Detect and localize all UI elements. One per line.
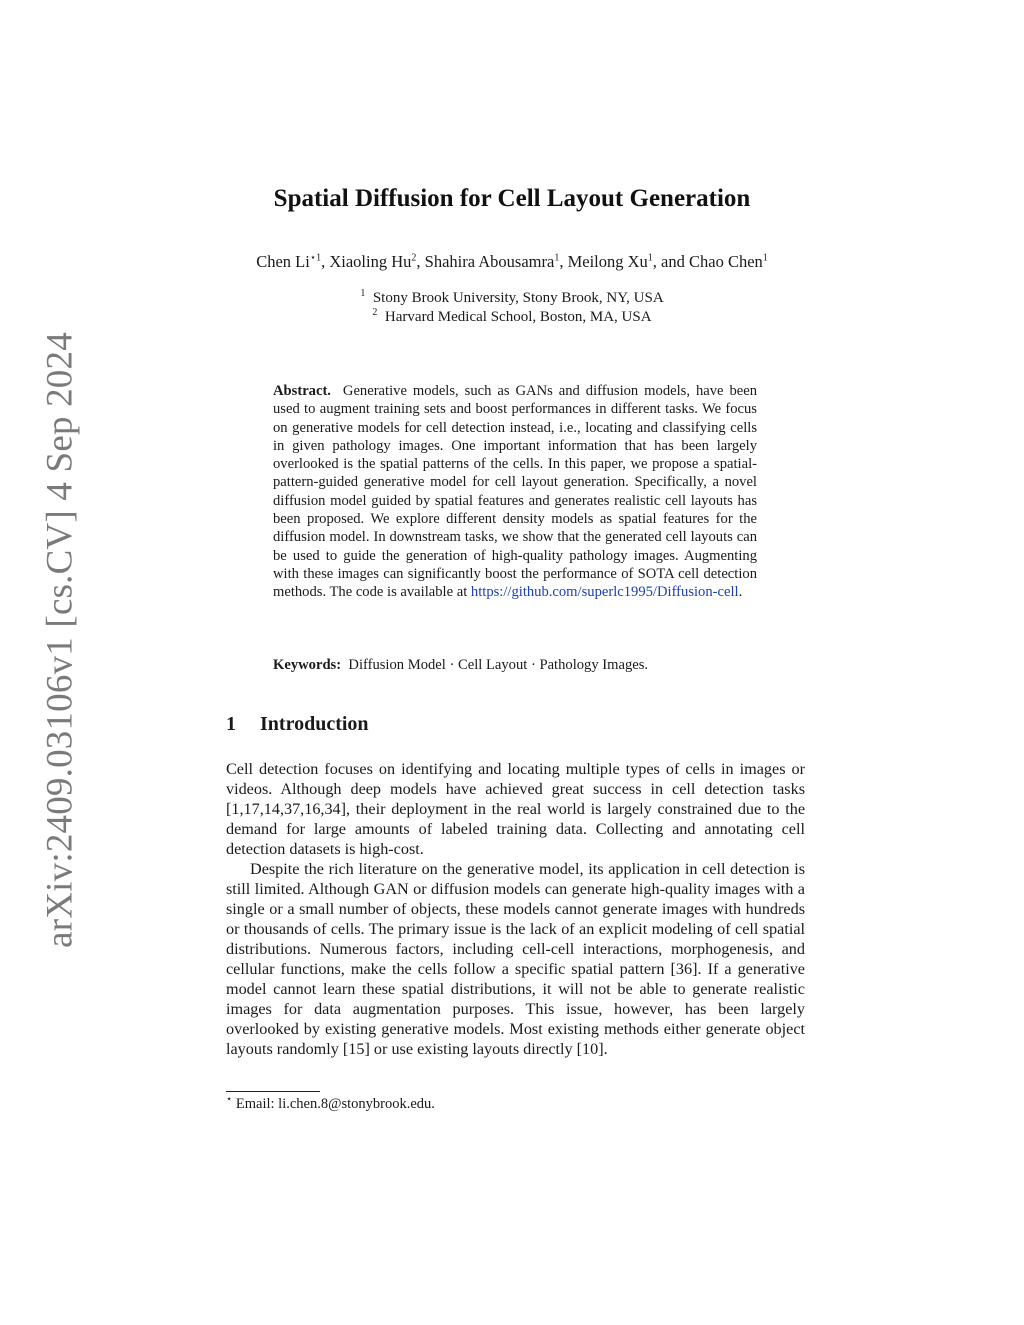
author-name: Meilong Xu xyxy=(567,252,648,271)
paragraph: Cell detection focuses on identifying and locating multiple types of cells in images or videos. Although deep models have achieved great success in cell detection tasks [1,17,14,37,16,34], their deployment in the real world is largely constrained due to the demand for large amounts of labeled training data. Collecting and annotating cell detection datasets is high-cost. xyxy=(226,760,805,858)
author-affiliation-mark: ⋆1 xyxy=(309,252,322,264)
abstract-label: Abstract. xyxy=(273,383,331,399)
author-name: Chen Li xyxy=(256,252,310,271)
introduction-body xyxy=(226,759,805,1059)
affiliation-mark: 2 xyxy=(372,307,378,318)
author-name: Xiaoling Hu xyxy=(329,252,412,271)
footnote-mark: ⋆ xyxy=(226,1094,233,1106)
section-title: Introduction xyxy=(260,713,369,735)
author-affiliation-mark: 1 xyxy=(762,252,768,264)
footnote-text: Email: li.chen.8@stonybrook.edu. xyxy=(235,1096,435,1112)
author-affiliation-mark: 1 xyxy=(647,252,653,264)
affiliation-text: Stony Brook University, Stony Brook, NY, USA xyxy=(372,290,664,306)
code-link[interactable]: https://github.com/superlc1995/Diffusion-cell xyxy=(470,584,739,601)
footnote xyxy=(226,1096,435,1113)
author-list: Chen $Li^{⋆1}$, Xiaoling Hu$^2$, Shahira Abousamra$^1$, Meilong Xu$^1$, and Chao Chen$^1$ xyxy=(256,252,768,271)
author-affiliation-mark: 1 xyxy=(554,252,560,264)
paragraph: Despite the rich literature on the generative model, its application in cell detection is still limited. Although GAN or diffusion models can generate high-quality images with a single or a small number of objects, these models cannot generate images with hundreds or thousands of cells. The primary issue is the lack of an explicit modeling of cell spatial distributions. Numerous factors, including cell-cell interactions, morphogenesis, and cellular functions, make the cells follow a specific spatial pattern [36]. If a generative model cannot learn these spatial distributions, it will not be able to generate realistic images for data augmentation purposes. This issue, however, has been largely overlooked by existing generative models. Most existing methods either generate object layouts randomly [15] or use existing layouts directly [10]. xyxy=(226,860,805,1058)
section-number: 1 xyxy=(226,713,236,735)
keywords-text: Diffusion Model · Cell Layout · Pathology Images. xyxy=(348,657,649,673)
affiliation-text: Harvard Medical School, Boston, MA, USA xyxy=(384,309,652,325)
author-affiliation-mark: 2 xyxy=(411,252,417,264)
affiliation-line xyxy=(0,289,1024,308)
author-name: Chao Chen xyxy=(689,252,763,271)
paper-title: Spatial Diffusion for Cell Layout Generation xyxy=(273,185,751,212)
author-name: Shahira Abousamra xyxy=(424,252,555,271)
arxiv-identifier-stamp: arXiv:2409.03106v1 [cs.CV] 4 Sep 2024 xyxy=(39,332,81,948)
affiliation-mark: 1 xyxy=(360,288,366,299)
section-heading xyxy=(226,713,369,736)
abstract-text: Generative models, such as GANs and diffusion models, have been used to augment training sets and boost performances in different tasks. We focus on generative models for cell detection instead, i.e., locating and classifying cells in given pathology images. One important information that has been largely overlooked is the spatial patterns of the cells. In this paper, we propose a spatial-pattern-guided generative model for cell layout generation. Specifically, a novel diffusion model guided by spatial features and generates realistic cell layouts has been proposed. We explore different density models as spatial features for the diffusion model. In downstream tasks, we show that the generated cell layouts can be used to guide the generation of high-quality pathology images. Augmenting with these images can significantly boost the performance of SOTA cell detection methods. The code is available at xyxy=(273,383,758,601)
affiliation-line xyxy=(0,308,1024,327)
abstract xyxy=(273,382,757,602)
footnote-rule xyxy=(226,1091,320,1092)
affiliation-list xyxy=(0,289,1024,327)
keywords xyxy=(273,657,773,674)
keywords-label: Keywords: xyxy=(273,657,342,673)
abstract-period: . xyxy=(738,584,743,601)
